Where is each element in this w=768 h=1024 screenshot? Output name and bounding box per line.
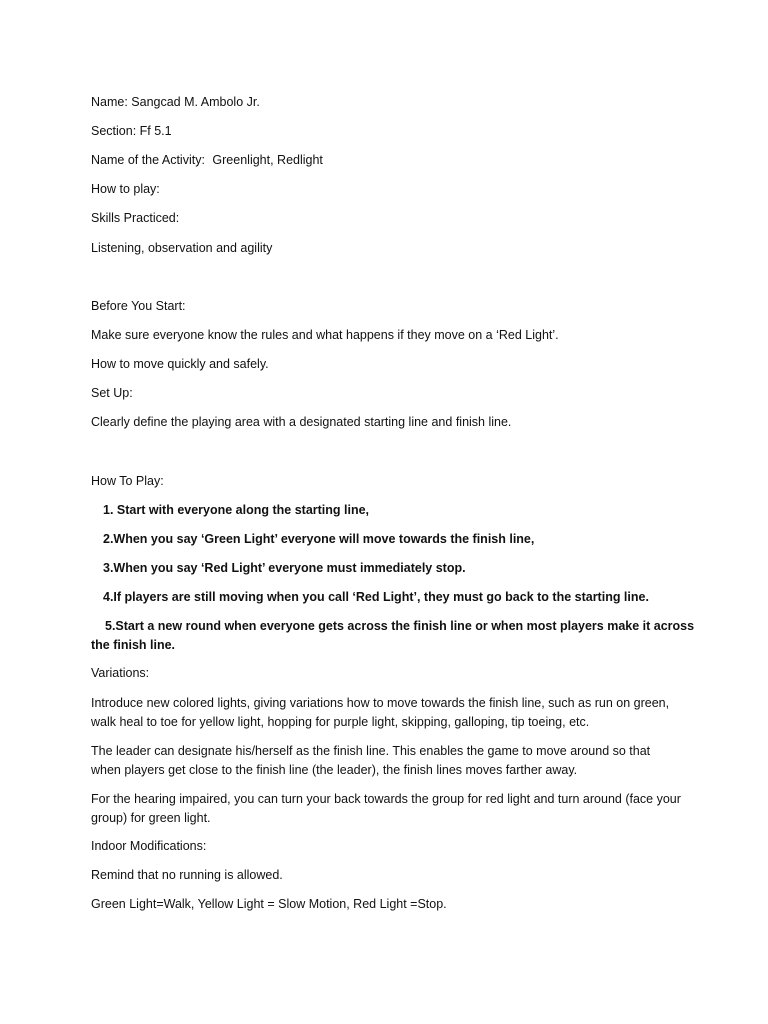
how-to-play-label: How to play: bbox=[91, 182, 160, 196]
before-line-1: Make sure everyone know the rules and what happens if they move on a ‘Red Light’. bbox=[91, 328, 559, 342]
indoor-line-2: Green Light=Walk, Yellow Light = Slow Motion, Red Light =Stop. bbox=[91, 897, 447, 911]
activity-line bbox=[91, 152, 323, 168]
step-4: 4.If players are still moving when you call ‘Red Light’, they must go back to the starting line. bbox=[103, 590, 649, 604]
setup-heading: Set Up: bbox=[91, 386, 133, 400]
indoor-heading: Indoor Modifications: bbox=[91, 839, 207, 853]
before-line-2: How to move quickly and safely. bbox=[91, 357, 269, 371]
student-name: Name: Sangcad M. Ambolo Jr. bbox=[91, 95, 260, 109]
activity-value: Greenlight, Redlight bbox=[212, 153, 323, 167]
skills-value: Listening, observation and agility bbox=[91, 241, 273, 255]
step-2: 2.When you say ‘Green Light’ everyone will move towards the finish line, bbox=[103, 532, 535, 546]
setup-text: Clearly define the playing area with a designated starting line and finish line. bbox=[91, 415, 512, 429]
variations-heading: Variations: bbox=[91, 666, 150, 680]
variation-paragraph-3: For the hearing impaired, you can turn your back towards the group for red light and turn around (face your group) for green light. bbox=[91, 792, 681, 825]
step-3: 3.When you say ‘Red Light’ everyone must immediately stop. bbox=[103, 561, 466, 575]
before-heading: Before You Start: bbox=[91, 299, 186, 313]
activity-label: Name of the Activity: bbox=[91, 153, 205, 167]
step-5: 5.Start a new round when everyone gets across the finish line or when most players make it across bbox=[105, 619, 695, 633]
indoor-line-1: Remind that no running is allowed. bbox=[91, 868, 283, 882]
step-1: 1. Start with everyone along the starting line, bbox=[103, 503, 370, 517]
section-line: Section: Ff 5.1 bbox=[91, 124, 172, 138]
variation-paragraph-1: Introduce new colored lights, giving variations how to move towards the finish line, such as run on green, walk heal to toe for yellow light, hopping for purple light, skipping, galloping, tip toeing, etc. bbox=[91, 696, 670, 729]
step-5-continued: the finish line. bbox=[91, 638, 176, 652]
skills-label: Skills Practiced: bbox=[91, 211, 180, 225]
how-to-play-heading: How To Play: bbox=[91, 474, 164, 488]
variation-paragraph-2: The leader can designate his/herself as the finish line. This enables the game to move around so that when players get close to the finish line (the leader), the finish lines moves farther away. bbox=[91, 744, 651, 777]
